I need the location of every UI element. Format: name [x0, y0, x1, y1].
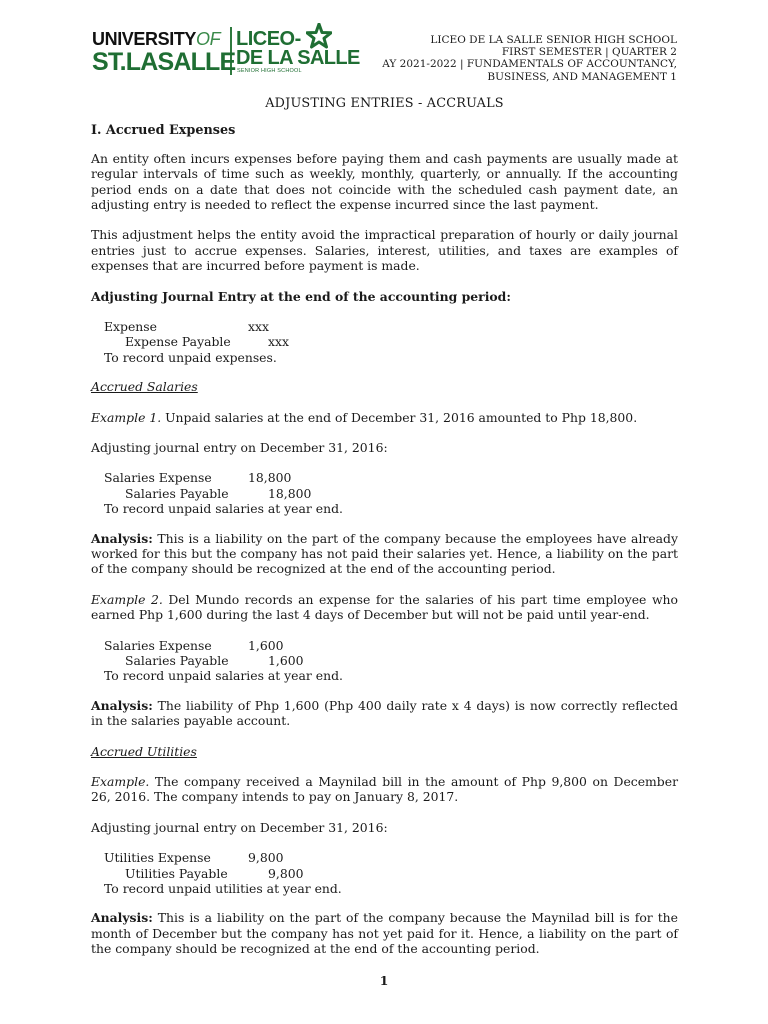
debit-amount: xxx: [248, 319, 269, 335]
section-heading: I. Accrued Expenses: [91, 123, 236, 139]
debit-amount: 9,800: [248, 850, 284, 866]
credit-amount: 1,600: [268, 653, 304, 669]
entry-memo: To record unpaid expenses.: [104, 349, 277, 365]
entry-memo: To record unpaid salaries at year end.: [104, 501, 343, 517]
debit-amount: 1,600: [248, 637, 284, 653]
example-paragraph: [91, 774, 678, 805]
document-header: [382, 34, 677, 83]
usl-logo-of: OF: [196, 29, 221, 49]
credit-account: Salaries Payable: [125, 485, 229, 501]
example-text: The company received a Maynilad bill in the amount of Php 9,800 on December 26, 2016. The company intends to pay on January 8, 2017.: [91, 774, 678, 805]
analysis-text: This is a liability on the part of the company because the employees have already worked for this but the company has not paid their salaries yet. Hence, a liability on the part of the company should be recognized at the end of the accounting period.: [91, 530, 678, 577]
analysis-paragraph: [91, 531, 678, 577]
analysis-paragraph: [91, 698, 678, 729]
analysis-paragraph: [91, 910, 678, 956]
debit-account: Salaries Expense: [104, 637, 212, 653]
entry-intro: Adjusting journal entry on December 31, 2016:: [91, 819, 388, 835]
debit-account: Salaries Expense: [104, 470, 212, 486]
usl-logo: [92, 27, 236, 76]
debit-account: Expense: [104, 319, 157, 335]
header-course-line1: AY 2021-2022 | FUNDAMENTALS OF ACCOUNTANCY,: [382, 58, 677, 71]
document-title: ADJUSTING ENTRIES - ACCRUALS: [265, 96, 504, 111]
example-paragraph: [91, 592, 678, 623]
school-logos: [92, 27, 360, 79]
document-body: [91, 96, 678, 972]
debit-account: Utilities Expense: [104, 850, 211, 866]
analysis-text: The liability of Php 1,600 (Php 400 daily rate x 4 days) is now correctly reflected in the salaries payable account.: [91, 697, 678, 729]
entry-intro: Adjusting journal entry on December 31, 2016:: [91, 440, 388, 456]
liceo-logo-line3: SENIOR HIGH SCHOOL: [237, 68, 302, 74]
subsection-heading: Accrued Salaries: [91, 379, 198, 395]
credit-account: Expense Payable: [125, 334, 231, 350]
header-course-line2: BUSINESS, AND MANAGEMENT 1: [487, 70, 677, 83]
paragraph: This adjustment helps the entity avoid the impractical preparation of hourly or daily journal entries just to accrue expenses. Salaries, interest, utilities, and taxes are examples of expenses that are incurred before payment is made.: [91, 227, 678, 274]
journal-entry-generic: [91, 319, 678, 365]
example-label: Example 2.: [91, 591, 163, 607]
usl-logo-stlasalle: ST.LASALLE: [92, 48, 236, 76]
usl-logo-university: UNIVERSITY: [92, 29, 197, 49]
liceo-logo-line2: DE LA SALLE: [236, 47, 360, 69]
journal-entry: [91, 850, 678, 896]
example-label: Example.: [91, 774, 150, 790]
journal-entry: [91, 470, 678, 516]
example-text: Unpaid salaries at the end of December 31, 2016 amounted to Php 18,800.: [161, 409, 638, 425]
example-text: Del Mundo records an expense for the salaries of his part time employee who earned Php 1,600 during the last 4 days of December but will not be paid until year-end.: [91, 591, 678, 623]
example-paragraph: [91, 410, 678, 425]
header-school: LICEO DE LA SALLE SENIOR HIGH SCHOOL: [430, 34, 677, 46]
analysis-label: Analysis:: [91, 530, 153, 546]
star-icon: [306, 23, 332, 49]
entry-memo: To record unpaid utilities at year end.: [104, 881, 342, 897]
page-number: 1: [379, 973, 389, 988]
liceo-logo-line1: LICEO-: [236, 28, 301, 50]
analysis-label: Analysis:: [91, 910, 153, 926]
debit-amount: 18,800: [248, 470, 292, 486]
credit-amount: 18,800: [268, 485, 312, 501]
paragraph: An entity often incurs expenses before paying them and cash payments are usually made at regular intervals of time such as weekly, monthly, quarterly, or annually. If the accounting period ends on a date that does not coincide with the scheduled cash payment date, an adjusting entry is needed to reflect the expense incurred since the last payment.: [91, 150, 678, 213]
credit-amount: xxx: [268, 334, 289, 350]
liceo-logo: [236, 27, 360, 75]
credit-amount: 9,800: [268, 865, 304, 881]
credit-account: Salaries Payable: [125, 653, 229, 669]
subsection-heading: Accrued Utilities: [91, 743, 197, 759]
header-semester: FIRST SEMESTER | QUARTER 2: [501, 46, 677, 59]
journal-entry: [91, 638, 678, 684]
analysis-label: Analysis:: [91, 697, 153, 713]
credit-account: Utilities Payable: [125, 865, 228, 881]
entry-memo: To record unpaid salaries at year end.: [104, 668, 343, 684]
example-label: Example 1.: [91, 409, 162, 425]
aje-heading: Adjusting Journal Entry at the end of the accounting period:: [91, 288, 511, 304]
analysis-text: This is a liability on the part of the company because the Maynilad bill is for the month of December but the company has not yet paid for it. Hence, a liability on the part of the company should be recognized at the end of the accounting period.: [91, 910, 678, 957]
